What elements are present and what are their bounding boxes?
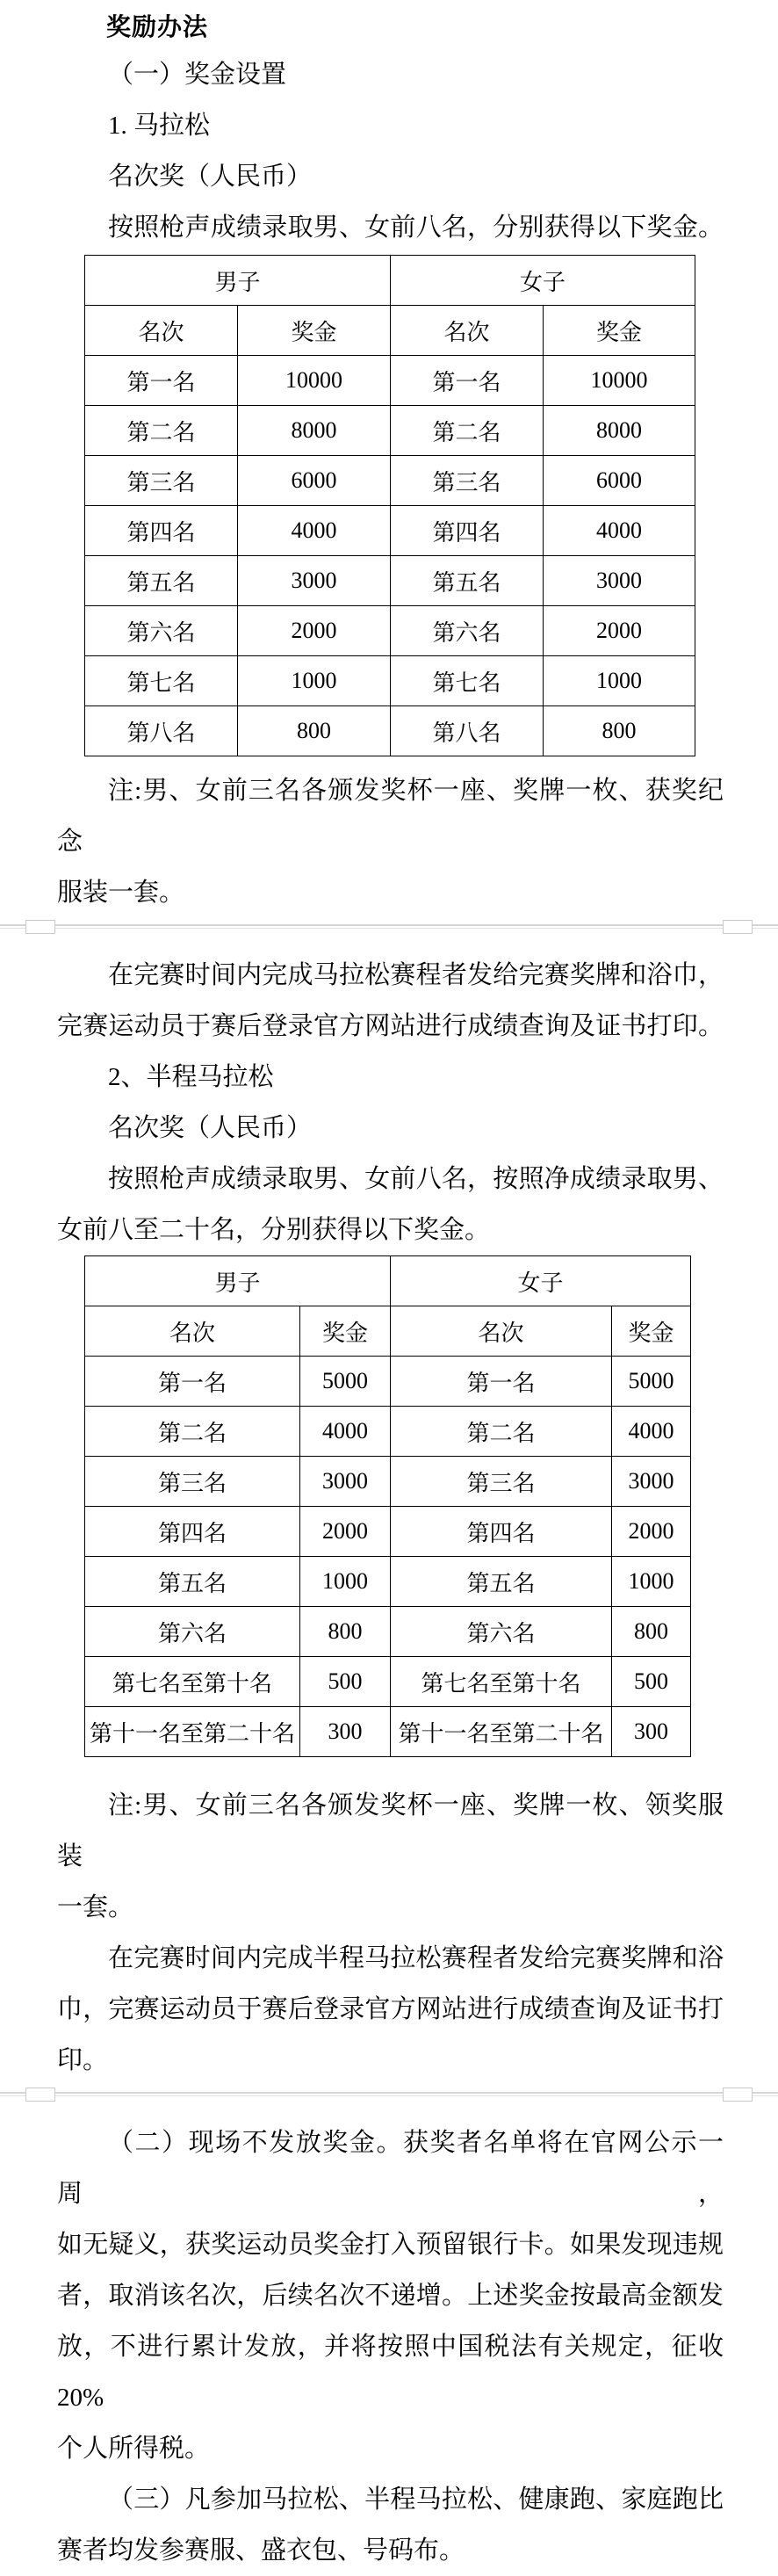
rank-cell: 第二名 [391, 1407, 612, 1457]
prize-cell: 10000 [544, 356, 695, 406]
section2-line: 放，不进行累计发放，并将按照中国税法有关规定，征收 20% [57, 2333, 724, 2412]
page-break-corner-right [723, 920, 753, 934]
page-break-line [0, 2095, 778, 2096]
marathon-prize-table [84, 255, 695, 756]
col-header-prize: 奖金 [612, 1306, 691, 1357]
table-row [85, 1457, 691, 1507]
rank-cell: 第十一名至第二十名 [85, 1707, 300, 1757]
doc-title: 奖励办法 [106, 13, 209, 40]
prize-cell: 6000 [544, 456, 695, 506]
group-header-men: 男子 [85, 1256, 391, 1306]
section2-line: 如无疑义，获奖运动员奖金打入预留银行卡。如果发现违规 [57, 2231, 724, 2259]
prize-cell: 2000 [238, 606, 391, 656]
group-header-women: 女子 [391, 256, 695, 306]
prize-cell: 2000 [300, 1507, 391, 1557]
section2-line: （二）现场不发放奖金。获奖者名单将在官网公示一周， [57, 2129, 724, 2208]
table-row [85, 1407, 691, 1457]
rank-cell: 第七名至第十名 [85, 1657, 300, 1707]
marathon-heading: 1. 马拉松 [108, 112, 211, 140]
half-marathon-intro-line: 按照枪声成绩录取男、女前八名，按照净成绩录取男、 [108, 1165, 724, 1193]
page-break-line [0, 928, 778, 929]
page-break-corner-left [25, 920, 55, 934]
col-header-prize: 奖金 [300, 1306, 391, 1357]
prize-cell: 800 [544, 706, 695, 756]
table-group-header-row [85, 256, 695, 306]
half-marathon-note-line: 一套。 [57, 1893, 134, 1921]
group-header-men: 男子 [85, 256, 391, 306]
col-header-rank: 名次 [391, 1306, 612, 1357]
prize-cell: 4000 [544, 506, 695, 556]
rank-cell: 第一名 [391, 1357, 612, 1407]
rank-cell: 第一名 [391, 356, 544, 406]
rank-cell: 第二名 [85, 1407, 300, 1457]
rank-cell: 第四名 [85, 1507, 300, 1557]
rank-cell: 第三名 [85, 456, 238, 506]
rank-cell: 第二名 [85, 406, 238, 456]
page-break-line [0, 2092, 778, 2094]
page-break-corner-right [723, 2088, 753, 2102]
rank-cell: 第十一名至第二十名 [391, 1707, 612, 1757]
table-column-header-row [85, 306, 695, 356]
table-column-header-row [85, 1306, 691, 1357]
table-row [85, 1657, 691, 1707]
group-header-women: 女子 [391, 1256, 691, 1306]
rank-cell: 第四名 [391, 506, 544, 556]
col-header-rank: 名次 [391, 306, 544, 356]
rank-cell: 第四名 [85, 506, 238, 556]
prize-cell: 1000 [544, 656, 695, 706]
col-header-prize: 奖金 [544, 306, 695, 356]
page-break-corner-left [25, 2088, 55, 2102]
prize-cell: 3000 [300, 1457, 391, 1507]
section3-line: 赛者均发参赛服、盛衣包、号码布。 [57, 2536, 465, 2565]
prize-cell: 1000 [300, 1557, 391, 1607]
rank-cell: 第四名 [391, 1507, 612, 1557]
half-marathon-prize-table [84, 1255, 691, 1757]
rank-cell: 第八名 [85, 706, 238, 756]
table-row [85, 506, 695, 556]
prize-cell: 300 [300, 1707, 391, 1757]
table-row [85, 356, 695, 406]
table-row [85, 456, 695, 506]
prize-cell: 500 [612, 1657, 691, 1707]
half-marathon-note-line: 注:男、女前三名各颁发奖杯一座、奖牌一枚、领奖服装 [57, 1791, 724, 1870]
rank-cell: 第六名 [391, 1607, 612, 1657]
rank-cell: 第一名 [85, 1357, 300, 1407]
col-header-rank: 名次 [85, 1306, 300, 1357]
marathon-prize-type-label: 名次奖（人民币） [108, 163, 313, 191]
table-row [85, 1507, 691, 1557]
table-row [85, 1357, 691, 1407]
table-group-header-row [85, 1256, 691, 1306]
prize-cell: 5000 [300, 1357, 391, 1407]
table-row [85, 1607, 691, 1657]
rank-cell: 第五名 [391, 1557, 612, 1607]
prize-cell: 3000 [238, 556, 391, 606]
rank-cell: 第五名 [85, 1557, 300, 1607]
rank-cell: 第六名 [391, 606, 544, 656]
rank-cell: 第八名 [391, 706, 544, 756]
prize-cell: 800 [612, 1607, 691, 1657]
prize-cell: 4000 [238, 506, 391, 556]
section1-heading: （一）奖金设置 [108, 61, 287, 89]
prize-cell: 800 [238, 706, 391, 756]
section2-line: 者，取消该名次，后续名次不递增。上述奖金按最高金额发 [57, 2282, 724, 2310]
half-marathon-finisher-line: 巾，完赛运动员于赛后登录官方网站进行成绩查询及证书打 [57, 1995, 724, 2023]
rank-cell: 第六名 [85, 606, 238, 656]
rank-cell: 第七名 [85, 656, 238, 706]
rank-cell: 第一名 [85, 356, 238, 406]
prize-cell: 500 [300, 1657, 391, 1707]
prize-cell: 4000 [612, 1407, 691, 1457]
rank-cell: 第七名 [391, 656, 544, 706]
prize-cell: 8000 [238, 406, 391, 456]
col-header-rank: 名次 [85, 306, 238, 356]
prize-cell: 6000 [238, 456, 391, 506]
half-marathon-heading: 2、半程马拉松 [108, 1063, 274, 1091]
rank-cell: 第二名 [391, 406, 544, 456]
rank-cell: 第三名 [85, 1457, 300, 1507]
prize-cell: 2000 [544, 606, 695, 656]
section2-line: 个人所得税。 [57, 2435, 211, 2463]
prize-cell: 3000 [612, 1457, 691, 1507]
table-row [85, 406, 695, 456]
prize-cell: 1000 [612, 1557, 691, 1607]
marathon-finisher-line: 在完赛时间内完成马拉松赛程者发给完赛奖牌和浴巾， [108, 961, 724, 989]
rank-cell: 第三名 [391, 1457, 612, 1507]
table-row [85, 606, 695, 656]
table-row [85, 1557, 691, 1607]
marathon-note-line: 服装一套。 [57, 879, 185, 907]
rank-cell: 第三名 [391, 456, 544, 506]
half-marathon-finisher-line: 在完赛时间内完成半程马拉松赛程者发给完赛奖牌和浴 [108, 1944, 724, 1972]
marathon-intro-line: 按照枪声成绩录取男、女前八名，分别获得以下奖金。 [108, 213, 724, 242]
table-row [85, 556, 695, 606]
marathon-finisher-line: 完赛运动员于赛后登录官方网站进行成绩查询及证书打印。 [57, 1012, 724, 1040]
page-break [0, 2086, 778, 2103]
prize-cell: 4000 [300, 1407, 391, 1457]
rank-cell: 第五名 [391, 556, 544, 606]
rank-cell: 第六名 [85, 1607, 300, 1657]
prize-cell: 2000 [612, 1507, 691, 1557]
prize-cell: 1000 [238, 656, 391, 706]
half-marathon-prize-type-label: 名次奖（人民币） [108, 1114, 313, 1142]
rank-cell: 第五名 [85, 556, 238, 606]
prize-cell: 5000 [612, 1357, 691, 1407]
half-marathon-finisher-line: 印。 [57, 2046, 109, 2074]
table-row [85, 706, 695, 756]
prize-cell: 10000 [238, 356, 391, 406]
prize-cell: 300 [612, 1707, 691, 1757]
marathon-note-line: 注:男、女前三名各颁发奖杯一座、奖牌一枚、获奖纪念 [57, 777, 724, 856]
prize-cell: 800 [300, 1607, 391, 1657]
table-row [85, 656, 695, 706]
col-header-prize: 奖金 [238, 306, 391, 356]
prize-cell: 3000 [544, 556, 695, 606]
table-row [85, 1707, 691, 1757]
prize-cell: 8000 [544, 406, 695, 456]
rank-cell: 第七名至第十名 [391, 1657, 612, 1707]
page-break-line [0, 924, 778, 926]
section3-line: （三）凡参加马拉松、半程马拉松、健康跑、家庭跑比 [108, 2486, 724, 2514]
half-marathon-intro-line: 女前八至二十名，分别获得以下奖金。 [57, 1216, 491, 1244]
page-break [0, 918, 778, 936]
